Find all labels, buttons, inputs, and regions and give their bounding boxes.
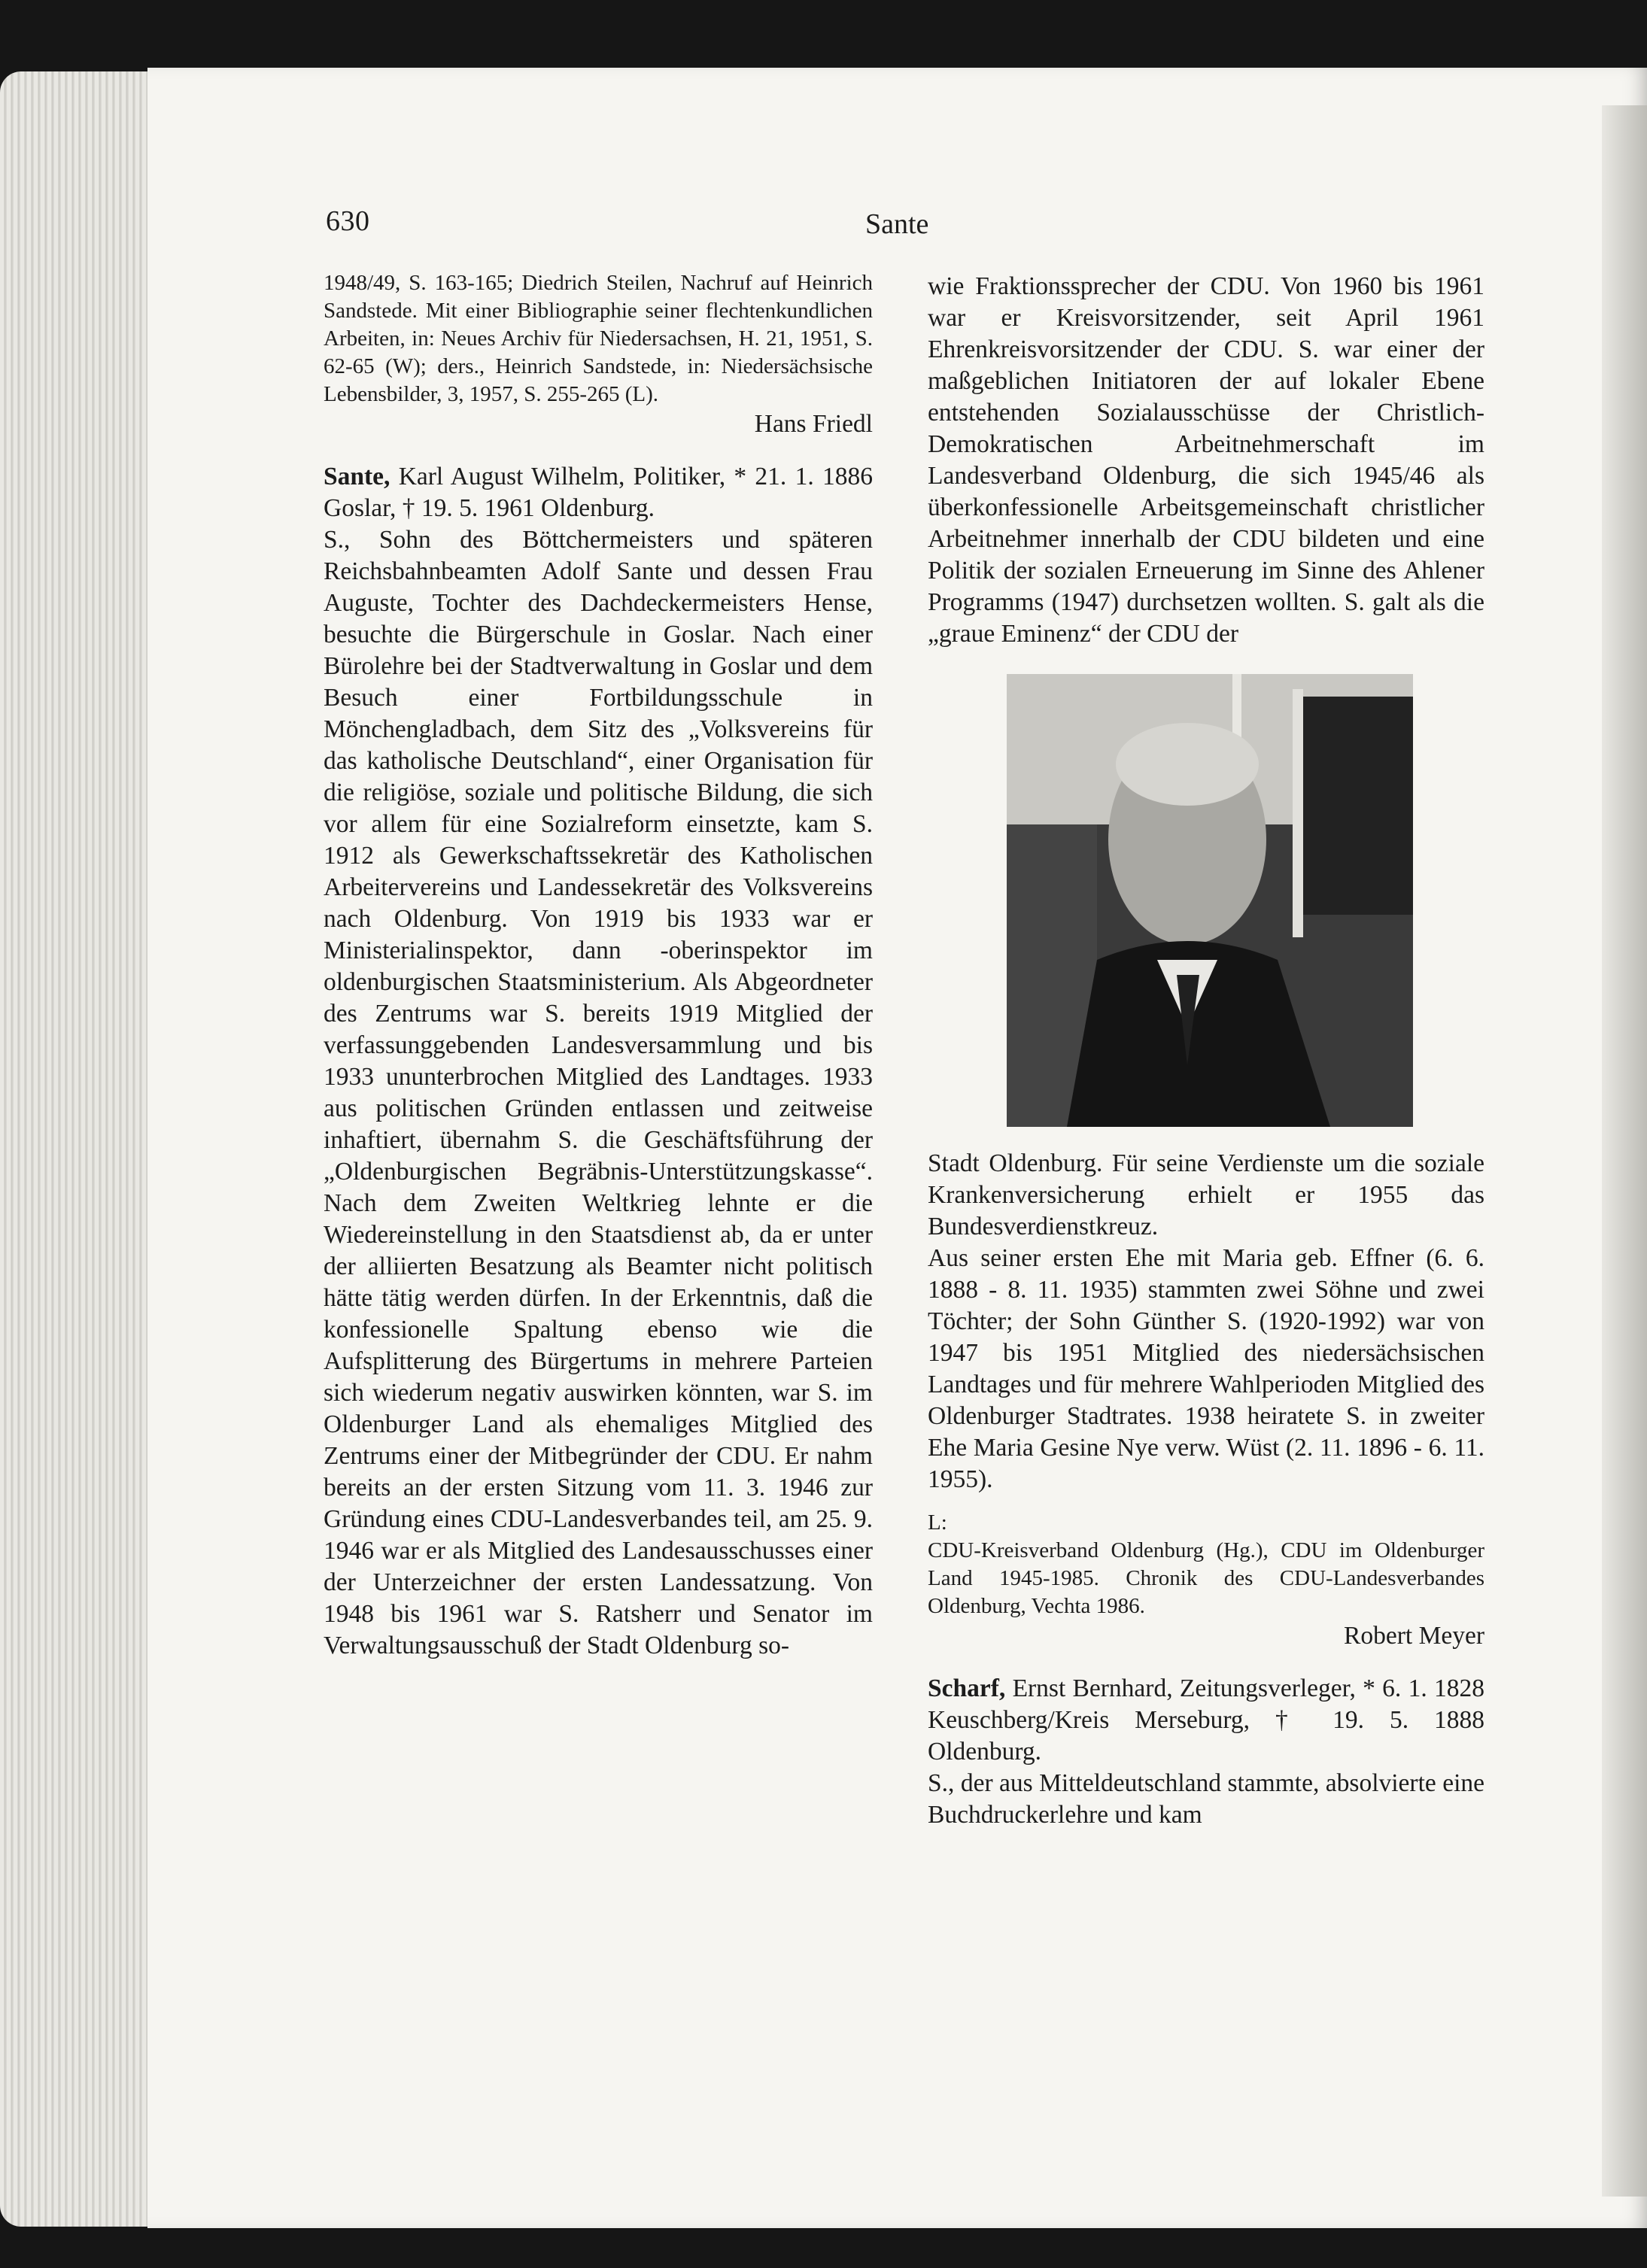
book-page-edges <box>0 71 158 2227</box>
next-entry-header-details: Ernst Bernhard, Zeitungsverleger, * 6. 1. 1828 Keuschberg/Kreis Merseburg, † 19. 5. 1888 Oldenburg. <box>928 1674 1484 1766</box>
entry-header <box>324 461 873 524</box>
running-title: Sante <box>865 208 929 240</box>
entry-name: Sante, <box>324 463 390 490</box>
next-entry-name: Scharf, <box>928 1674 1006 1702</box>
right-column <box>928 271 1484 1831</box>
entry-author: Robert Meyer <box>1344 1622 1484 1650</box>
left-column <box>324 269 873 1662</box>
entry-body: S., Sohn des Böttchermeisters und späteren Reichsbahnbeamten Adolf Sante und dessen Frau Auguste, Tochter des Dachdeckermeisters Hense, besuchte die Bürgerschule in Goslar. Nach einer Bürolehre bei der Stadtverwaltung in Goslar und dem Besuch einer Fortbildungsschule in Mönchengladbach, dem Sitz des „Volksvereins für das katholische Deutschland“, einer Organisation für die religiöse, soziale und politische Bildung, die sich vor allem für eine Sozialreform einsetzte, kam S. 1912 als Gewerkschaftssekretär des Katholischen Arbeitervereins und Landessekretär des Volksvereins nach Oldenburg. Von 1919 bis 1933 war er Ministerialinspektor, dann -oberinspektor im oldenburgischen Staatsministerium. Als Abgeordneter des Zentrums war S. bereits 1919 Mitglied der verfassunggebenden Landesversammlung und bis 1933 ununterbrochen Mitglied des Landtages. 1933 aus politischen Gründen entlassen und zeitweise inhaftiert, übernahm S. die Geschäftsführung der „Oldenburgischen Begräbnis-Unterstützungskasse“. Nach dem Zweiten Weltkrieg lehnte er die Wiedereinstellung in den Staatsdienst ab, da er unter der alliierten Besatzung als Beamter nicht politisch hätte tätig werden dürfen. In der Erkenntnis, daß die konfessionelle Spaltung ebenso wie die Aufsplitterung des Bürgertums in mehrere Parteien sich wiederum negativ auswirken könnten, war S. im Oldenburger Land als ehemaliges Mitglied des Zentrums einer der Mitbegründer der CDU. Er nahm bereits an der ersten Sitzung vom 11. 3. 1946 zur Gründung eines CDU-Landesverbandes teil, am 25. 9. 1946 war er als Mitglied des Landesausschusses einer der Unterzeichner der ersten Landessatzung. Von 1948 bis 1961 war S. Ratsherr und Senator im Verwaltungsausschuß der Stadt Oldenburg so- <box>324 526 873 1659</box>
literature-label: L: <box>928 1510 947 1535</box>
previous-entry-author: Hans Friedl <box>754 410 873 438</box>
family-paragraph: Aus seiner ersten Ehe mit Maria geb. Effner (6. 6. 1888 - 8. 11. 1935) stammten zwei Söhne und zwei Töchter; der Sohn Günther S. (1920-1992) war von 1947 bis 1951 Mitglied des niedersächsischen Landtages und für mehrere Wahlperioden Mitglied des Oldenburger Stadtrates. 1938 heiratete S. in zweiter Ehe Maria Gesine Nye verw. Wüst (2. 11. 1896 - 6. 11. 1955). <box>928 1244 1484 1493</box>
portrait-photo <box>1007 674 1413 1127</box>
next-entry-body: S., der aus Mitteldeutschland stammte, absolvierte eine Buchdruckerlehre und kam <box>928 1769 1484 1829</box>
entry-header-details: Karl August Wilhelm, Politiker, * 21. 1. 1886 Goslar, † 19. 5. 1961 Oldenburg. <box>324 463 873 522</box>
entry-body-continued: wie Fraktionssprecher der CDU. Von 1960 bis 1961 war er Kreisvorsitzender, seit April 1961 Ehrenkreisvorsitzender der CDU. S. war einer der maßgeblichen Initiatoren der auf lokaler Ebene entstehenden Sozialausschüsse der Christlich-Demokratischen Arbeitnehmerschaft im Landesverband Oldenburg, die sich 1945/46 als überkonfessionelle Arbeitsgemeinschaft christlicher Arbeitnehmer innerhalb der CDU bildeten und eine Politik der sozialen Erneuerung im Sinne des Ahlener Programms (1947) durchsetzen wollten. S. galt als die „graue Eminenz“ der CDU der <box>928 272 1484 648</box>
next-entry-header <box>928 1673 1484 1768</box>
page-right-edge <box>1602 105 1647 2197</box>
entry-body-after-photo: Stadt Oldenburg. Für seine Verdienste um die soziale Krankenversicherung erhielt er 1955 das Bundesverdienstkreuz. <box>928 1149 1484 1240</box>
portrait-image <box>1007 674 1413 1127</box>
page-number: 630 <box>326 205 370 237</box>
previous-entry-literature: 1948/49, S. 163-165; Diedrich Steilen, Nachruf auf Heinrich Sandstede. Mit einer Bibliographie seiner flechtenkundlichen Arbeiten, in: Neues Archiv für Niedersachsen, H. 21, 1951, S. 62-65 (W); ders., Heinrich Sandstede, in: Niedersächsische Lebensbilder, 3, 1957, S. 255-265 (L). <box>324 271 873 406</box>
literature-reference: CDU-Kreisverband Oldenburg (Hg.), CDU im Oldenburger Land 1945-1985. Chronik des CDU-Landesverbandes Oldenburg, Vechta 1986. <box>928 1538 1484 1618</box>
